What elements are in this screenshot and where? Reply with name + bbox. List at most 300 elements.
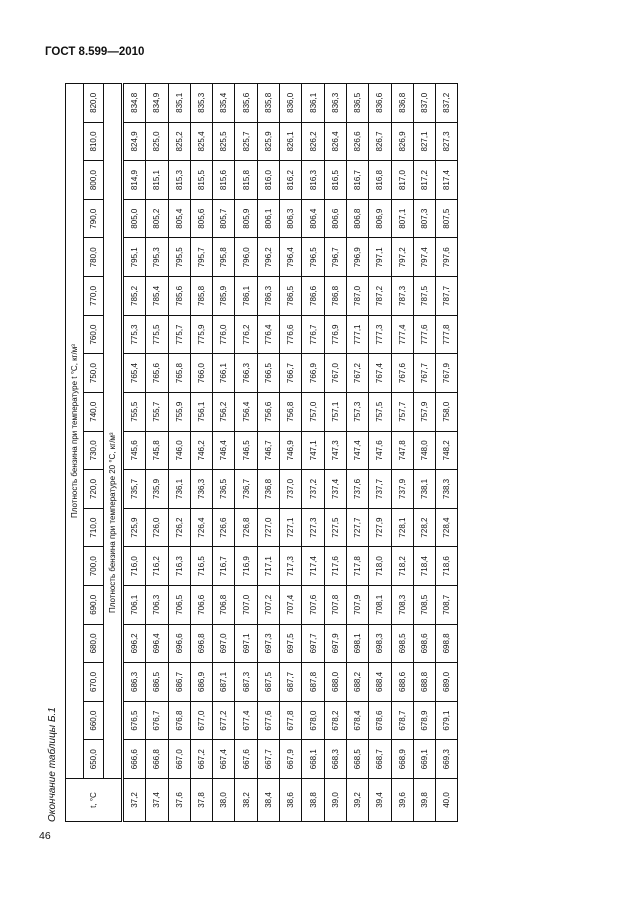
density-cell: 767,6 bbox=[391, 354, 413, 393]
density-cell: 757,0 bbox=[302, 392, 324, 431]
density-cell: 824,9 bbox=[123, 122, 146, 161]
density-cell: 795,5 bbox=[168, 238, 190, 277]
density-cell: 796,4 bbox=[280, 238, 302, 277]
density-cell: 698,6 bbox=[413, 624, 435, 663]
density-cell: 826,2 bbox=[302, 122, 324, 161]
density-cell: 666,8 bbox=[146, 740, 168, 779]
density-cell: 717,1 bbox=[257, 547, 279, 586]
density-cell: 797,1 bbox=[369, 238, 391, 277]
column-header: 660,0 bbox=[84, 701, 104, 740]
density-cell: 748,0 bbox=[413, 431, 435, 470]
density-cell: 686,5 bbox=[146, 663, 168, 702]
density-cell: 707,6 bbox=[302, 585, 324, 624]
density-cell: 716,2 bbox=[146, 547, 168, 586]
density-cell: 786,5 bbox=[280, 277, 302, 316]
table-row bbox=[324, 84, 346, 822]
density-cell: 826,7 bbox=[369, 122, 391, 161]
density-cell: 815,8 bbox=[235, 161, 257, 200]
density-cell: 738,3 bbox=[436, 470, 458, 509]
density-cell: 726,6 bbox=[213, 508, 235, 547]
density-cell: 698,3 bbox=[369, 624, 391, 663]
density-cell: 835,6 bbox=[235, 84, 257, 123]
density-cell: 834,8 bbox=[123, 84, 146, 123]
density-cell: 717,8 bbox=[346, 547, 368, 586]
density-cell: 807,1 bbox=[391, 199, 413, 238]
density-cell: 746,9 bbox=[280, 431, 302, 470]
density-cell: 746,5 bbox=[235, 431, 257, 470]
density-cell: 686,3 bbox=[123, 663, 146, 702]
density-cell: 667,9 bbox=[280, 740, 302, 779]
density-cell: 835,8 bbox=[257, 84, 279, 123]
density-cell: 785,4 bbox=[146, 277, 168, 316]
density-cell: 835,4 bbox=[213, 84, 235, 123]
column-header: 670,0 bbox=[84, 663, 104, 702]
density-cell: 707,4 bbox=[280, 585, 302, 624]
density-cell: 766,3 bbox=[235, 354, 257, 393]
density-cell: 687,7 bbox=[280, 663, 302, 702]
density-cell: 679,1 bbox=[436, 701, 458, 740]
density-cell: 726,0 bbox=[146, 508, 168, 547]
density-cell: 697,9 bbox=[324, 624, 346, 663]
column-header: 790,0 bbox=[84, 199, 104, 238]
density-cell: 677,2 bbox=[213, 701, 235, 740]
density-cell: 757,1 bbox=[324, 392, 346, 431]
column-header: 740,0 bbox=[84, 392, 104, 431]
density-at-20-header: Плотность бензина при температуре 20 °C, кг/м³ bbox=[104, 84, 123, 779]
density-cell: 727,1 bbox=[280, 508, 302, 547]
density-cell: 727,5 bbox=[324, 508, 346, 547]
density-cell: 836,1 bbox=[302, 84, 324, 123]
density-cell: 687,3 bbox=[235, 663, 257, 702]
density-cell: 677,0 bbox=[190, 701, 212, 740]
column-header: 650,0 bbox=[84, 740, 104, 779]
density-cell: 728,2 bbox=[413, 508, 435, 547]
density-cell: 688,8 bbox=[413, 663, 435, 702]
density-cell: 807,5 bbox=[436, 199, 458, 238]
density-cell: 785,8 bbox=[190, 277, 212, 316]
density-cell: 728,1 bbox=[391, 508, 413, 547]
density-cell: 697,0 bbox=[213, 624, 235, 663]
density-cell: 718,2 bbox=[391, 547, 413, 586]
density-cell: 669,3 bbox=[436, 740, 458, 779]
density-cell: 717,4 bbox=[302, 547, 324, 586]
table-row bbox=[280, 84, 302, 822]
density-cell: 806,3 bbox=[280, 199, 302, 238]
density-cell: 756,8 bbox=[280, 392, 302, 431]
density-cell: 795,3 bbox=[146, 238, 168, 277]
table-row bbox=[346, 84, 368, 822]
density-cell: 736,5 bbox=[213, 470, 235, 509]
density-cell: 777,1 bbox=[346, 315, 368, 354]
density-cell: 696,4 bbox=[146, 624, 168, 663]
density-cell: 667,4 bbox=[213, 740, 235, 779]
temperature-cell: 38,8 bbox=[302, 779, 324, 822]
density-cell: 775,5 bbox=[146, 315, 168, 354]
density-cell: 825,7 bbox=[235, 122, 257, 161]
density-cell: 717,3 bbox=[280, 547, 302, 586]
density-cell: 706,1 bbox=[123, 585, 146, 624]
column-header: 750,0 bbox=[84, 354, 104, 393]
density-cell: 806,4 bbox=[302, 199, 324, 238]
density-cell: 708,3 bbox=[391, 585, 413, 624]
density-cell: 767,4 bbox=[369, 354, 391, 393]
density-cell: 826,4 bbox=[324, 122, 346, 161]
column-header: 820,0 bbox=[84, 84, 104, 123]
density-cell: 836,8 bbox=[391, 84, 413, 123]
density-cell: 777,6 bbox=[413, 315, 435, 354]
density-cell: 737,4 bbox=[324, 470, 346, 509]
density-cell: 688,2 bbox=[346, 663, 368, 702]
density-cell: 735,7 bbox=[123, 470, 146, 509]
density-cell: 688,0 bbox=[324, 663, 346, 702]
density-cell: 815,3 bbox=[168, 161, 190, 200]
density-cell: 686,9 bbox=[190, 663, 212, 702]
density-cell: 825,9 bbox=[257, 122, 279, 161]
density-cell: 756,4 bbox=[235, 392, 257, 431]
density-table bbox=[65, 83, 458, 822]
temperature-cell: 37,8 bbox=[190, 779, 212, 822]
density-cell: 688,4 bbox=[369, 663, 391, 702]
density-cell: 677,4 bbox=[235, 701, 257, 740]
density-cell: 728,4 bbox=[436, 508, 458, 547]
density-cell: 795,8 bbox=[213, 238, 235, 277]
density-cell: 738,1 bbox=[413, 470, 435, 509]
density-cell: 766,1 bbox=[213, 354, 235, 393]
density-cell: 676,5 bbox=[123, 701, 146, 740]
page-number: 46 bbox=[39, 830, 51, 842]
density-cell: 806,9 bbox=[369, 199, 391, 238]
density-cell: 706,8 bbox=[213, 585, 235, 624]
density-cell: 766,9 bbox=[302, 354, 324, 393]
density-cell: 698,1 bbox=[346, 624, 368, 663]
density-cell: 707,8 bbox=[324, 585, 346, 624]
density-cell: 756,6 bbox=[257, 392, 279, 431]
column-header: 800,0 bbox=[84, 161, 104, 200]
density-cell: 796,9 bbox=[346, 238, 368, 277]
density-cell: 716,0 bbox=[123, 547, 146, 586]
density-cell: 796,0 bbox=[235, 238, 257, 277]
density-cell: 687,8 bbox=[302, 663, 324, 702]
density-cell: 678,9 bbox=[413, 701, 435, 740]
density-cell: 816,3 bbox=[302, 161, 324, 200]
temperature-cell: 37,4 bbox=[146, 779, 168, 822]
density-cell: 787,7 bbox=[436, 277, 458, 316]
density-cell: 786,1 bbox=[235, 277, 257, 316]
density-cell: 696,6 bbox=[168, 624, 190, 663]
density-cell: 785,2 bbox=[123, 277, 146, 316]
density-cell: 727,7 bbox=[346, 508, 368, 547]
density-cell: 805,2 bbox=[146, 199, 168, 238]
density-cell: 787,2 bbox=[369, 277, 391, 316]
density-cell: 755,7 bbox=[146, 392, 168, 431]
density-cell: 787,5 bbox=[413, 277, 435, 316]
density-cell: 786,8 bbox=[324, 277, 346, 316]
density-cell: 775,3 bbox=[123, 315, 146, 354]
density-cell: 776,0 bbox=[213, 315, 235, 354]
density-cell: 834,9 bbox=[146, 84, 168, 123]
density-cell: 747,3 bbox=[324, 431, 346, 470]
temperature-cell: 39,2 bbox=[346, 779, 368, 822]
density-cell: 727,9 bbox=[369, 508, 391, 547]
density-cell: 805,7 bbox=[213, 199, 235, 238]
density-cell: 827,1 bbox=[413, 122, 435, 161]
density-cell: 755,9 bbox=[168, 392, 190, 431]
density-cell: 765,4 bbox=[123, 354, 146, 393]
density-cell: 786,6 bbox=[302, 277, 324, 316]
density-cell: 836,6 bbox=[369, 84, 391, 123]
density-cell: 696,2 bbox=[123, 624, 146, 663]
density-cell: 837,2 bbox=[436, 84, 458, 123]
column-header: 770,0 bbox=[84, 277, 104, 316]
density-cell: 745,6 bbox=[123, 431, 146, 470]
density-cell: 817,0 bbox=[391, 161, 413, 200]
density-cell: 776,7 bbox=[302, 315, 324, 354]
density-cell: 666,6 bbox=[123, 740, 146, 779]
density-cell: 766,7 bbox=[280, 354, 302, 393]
density-cell: 698,5 bbox=[391, 624, 413, 663]
density-cell: 668,3 bbox=[324, 740, 346, 779]
density-cell: 737,2 bbox=[302, 470, 324, 509]
table-row bbox=[413, 84, 435, 822]
density-cell: 777,8 bbox=[436, 315, 458, 354]
density-cell: 668,7 bbox=[369, 740, 391, 779]
column-header: 810,0 bbox=[84, 122, 104, 161]
density-cell: 697,3 bbox=[257, 624, 279, 663]
density-cell: 776,2 bbox=[235, 315, 257, 354]
density-cell: 756,1 bbox=[190, 392, 212, 431]
density-cell: 696,8 bbox=[190, 624, 212, 663]
density-cell: 767,7 bbox=[413, 354, 435, 393]
density-cell: 776,4 bbox=[257, 315, 279, 354]
temperature-header: t, °C bbox=[66, 779, 123, 822]
density-cell: 837,0 bbox=[413, 84, 435, 123]
density-cell: 758,0 bbox=[436, 392, 458, 431]
density-cell: 667,7 bbox=[257, 740, 279, 779]
density-cell: 807,3 bbox=[413, 199, 435, 238]
table-row bbox=[168, 84, 190, 822]
density-cell: 727,0 bbox=[257, 508, 279, 547]
density-cell: 687,1 bbox=[213, 663, 235, 702]
density-cell: 706,6 bbox=[190, 585, 212, 624]
density-cell: 736,8 bbox=[257, 470, 279, 509]
temperature-cell: 40,0 bbox=[436, 779, 458, 822]
density-cell: 706,3 bbox=[146, 585, 168, 624]
density-cell: 697,1 bbox=[235, 624, 257, 663]
density-cell: 777,4 bbox=[391, 315, 413, 354]
density-cell: 797,6 bbox=[436, 238, 458, 277]
density-cell: 785,9 bbox=[213, 277, 235, 316]
density-cell: 816,0 bbox=[257, 161, 279, 200]
density-cell: 787,0 bbox=[346, 277, 368, 316]
header-row-reference bbox=[104, 84, 123, 822]
density-cell: 815,5 bbox=[190, 161, 212, 200]
table-row bbox=[235, 84, 257, 822]
density-cell: 667,0 bbox=[168, 740, 190, 779]
density-cell: 835,1 bbox=[168, 84, 190, 123]
density-cell: 795,7 bbox=[190, 238, 212, 277]
density-cell: 776,9 bbox=[324, 315, 346, 354]
column-header: 680,0 bbox=[84, 624, 104, 663]
density-cell: 814,9 bbox=[123, 161, 146, 200]
density-cell: 805,0 bbox=[123, 199, 146, 238]
header-row-group bbox=[66, 84, 84, 822]
temperature-cell: 39,0 bbox=[324, 779, 346, 822]
density-cell: 797,4 bbox=[413, 238, 435, 277]
column-header: 780,0 bbox=[84, 238, 104, 277]
temperature-cell: 37,6 bbox=[168, 779, 190, 822]
density-cell: 775,9 bbox=[190, 315, 212, 354]
table-row bbox=[123, 84, 146, 822]
density-cell: 776,6 bbox=[280, 315, 302, 354]
density-cell: 697,5 bbox=[280, 624, 302, 663]
temperature-cell: 37,2 bbox=[123, 779, 146, 822]
density-cell: 707,2 bbox=[257, 585, 279, 624]
density-cell: 737,9 bbox=[391, 470, 413, 509]
density-cell: 718,0 bbox=[369, 547, 391, 586]
temperature-cell: 38,0 bbox=[213, 779, 235, 822]
density-cell: 747,8 bbox=[391, 431, 413, 470]
table-row bbox=[436, 84, 458, 822]
density-cell: 836,3 bbox=[324, 84, 346, 123]
density-cell: 668,5 bbox=[346, 740, 368, 779]
density-cell: 698,8 bbox=[436, 624, 458, 663]
temperature-cell: 38,2 bbox=[235, 779, 257, 822]
density-cell: 766,5 bbox=[257, 354, 279, 393]
column-header: 700,0 bbox=[84, 547, 104, 586]
density-table-container bbox=[65, 83, 456, 822]
density-cell: 815,6 bbox=[213, 161, 235, 200]
column-header: 720,0 bbox=[84, 470, 104, 509]
density-cell: 746,4 bbox=[213, 431, 235, 470]
density-cell: 706,5 bbox=[168, 585, 190, 624]
density-cell: 767,0 bbox=[324, 354, 346, 393]
density-cell: 716,9 bbox=[235, 547, 257, 586]
density-cell: 796,7 bbox=[324, 238, 346, 277]
density-cell: 795,1 bbox=[123, 238, 146, 277]
density-cell: 667,6 bbox=[235, 740, 257, 779]
density-cell: 757,9 bbox=[413, 392, 435, 431]
temperature-cell: 39,8 bbox=[413, 779, 435, 822]
table-row bbox=[369, 84, 391, 822]
density-cell: 825,0 bbox=[146, 122, 168, 161]
density-cell: 717,6 bbox=[324, 547, 346, 586]
density-cell: 796,5 bbox=[302, 238, 324, 277]
density-cell: 747,6 bbox=[369, 431, 391, 470]
density-cell: 678,2 bbox=[324, 701, 346, 740]
density-cell: 775,7 bbox=[168, 315, 190, 354]
density-cell: 756,2 bbox=[213, 392, 235, 431]
density-cell: 689,0 bbox=[436, 663, 458, 702]
density-cell: 757,7 bbox=[391, 392, 413, 431]
density-cell: 746,2 bbox=[190, 431, 212, 470]
density-cell: 836,0 bbox=[280, 84, 302, 123]
density-cell: 826,1 bbox=[280, 122, 302, 161]
density-cell: 825,5 bbox=[213, 122, 235, 161]
density-cell: 805,4 bbox=[168, 199, 190, 238]
density-cell: 767,9 bbox=[436, 354, 458, 393]
column-header: 690,0 bbox=[84, 585, 104, 624]
density-cell: 716,3 bbox=[168, 547, 190, 586]
density-cell: 817,4 bbox=[436, 161, 458, 200]
temperature-cell: 38,4 bbox=[257, 779, 279, 822]
density-cell: 737,0 bbox=[280, 470, 302, 509]
density-cell: 688,6 bbox=[391, 663, 413, 702]
density-cell: 796,2 bbox=[257, 238, 279, 277]
density-cell: 816,8 bbox=[369, 161, 391, 200]
density-cell: 726,4 bbox=[190, 508, 212, 547]
table-row bbox=[257, 84, 279, 822]
density-cell: 727,3 bbox=[302, 508, 324, 547]
density-cell: 677,6 bbox=[257, 701, 279, 740]
table-row bbox=[302, 84, 324, 822]
temperature-cell: 38,6 bbox=[280, 779, 302, 822]
density-cell: 707,0 bbox=[235, 585, 257, 624]
density-cell: 766,0 bbox=[190, 354, 212, 393]
density-cell: 746,7 bbox=[257, 431, 279, 470]
table-row bbox=[190, 84, 212, 822]
density-cell: 678,6 bbox=[369, 701, 391, 740]
density-cell: 687,5 bbox=[257, 663, 279, 702]
density-cell: 786,3 bbox=[257, 277, 279, 316]
density-cell: 736,3 bbox=[190, 470, 212, 509]
density-cell: 716,7 bbox=[213, 547, 235, 586]
density-cell: 836,5 bbox=[346, 84, 368, 123]
density-cell: 708,7 bbox=[436, 585, 458, 624]
density-cell: 816,2 bbox=[280, 161, 302, 200]
density-cell: 726,2 bbox=[168, 508, 190, 547]
density-cell: 737,7 bbox=[369, 470, 391, 509]
density-cell: 708,5 bbox=[413, 585, 435, 624]
density-cell: 737,6 bbox=[346, 470, 368, 509]
density-cell: 747,4 bbox=[346, 431, 368, 470]
density-cell: 747,1 bbox=[302, 431, 324, 470]
density-cell: 757,3 bbox=[346, 392, 368, 431]
density-cell: 697,7 bbox=[302, 624, 324, 663]
density-cell: 678,4 bbox=[346, 701, 368, 740]
density-cell: 806,8 bbox=[346, 199, 368, 238]
density-cell: 835,3 bbox=[190, 84, 212, 123]
density-cell: 765,6 bbox=[146, 354, 168, 393]
density-cell: 678,7 bbox=[391, 701, 413, 740]
density-cell: 726,8 bbox=[235, 508, 257, 547]
density-cell: 785,6 bbox=[168, 277, 190, 316]
table-row bbox=[213, 84, 235, 822]
density-cell: 669,1 bbox=[413, 740, 435, 779]
density-cell: 676,8 bbox=[168, 701, 190, 740]
density-cell: 745,8 bbox=[146, 431, 168, 470]
density-cell: 677,8 bbox=[280, 701, 302, 740]
density-cell: 716,5 bbox=[190, 547, 212, 586]
density-cell: 757,5 bbox=[369, 392, 391, 431]
table-caption: Окончание таблицы Б.1 bbox=[47, 707, 58, 822]
density-cell: 767,2 bbox=[346, 354, 368, 393]
header-row-columns bbox=[84, 84, 104, 822]
density-cell: 735,9 bbox=[146, 470, 168, 509]
density-cell: 825,4 bbox=[190, 122, 212, 161]
density-cell: 815,1 bbox=[146, 161, 168, 200]
density-cell: 686,7 bbox=[168, 663, 190, 702]
density-cell: 736,7 bbox=[235, 470, 257, 509]
density-cell: 805,9 bbox=[235, 199, 257, 238]
column-header: 730,0 bbox=[84, 431, 104, 470]
density-cell: 718,6 bbox=[436, 547, 458, 586]
density-cell: 816,5 bbox=[324, 161, 346, 200]
density-cell: 707,9 bbox=[346, 585, 368, 624]
density-cell: 676,7 bbox=[146, 701, 168, 740]
table-row bbox=[146, 84, 168, 822]
density-cell: 826,9 bbox=[391, 122, 413, 161]
density-cell: 787,3 bbox=[391, 277, 413, 316]
